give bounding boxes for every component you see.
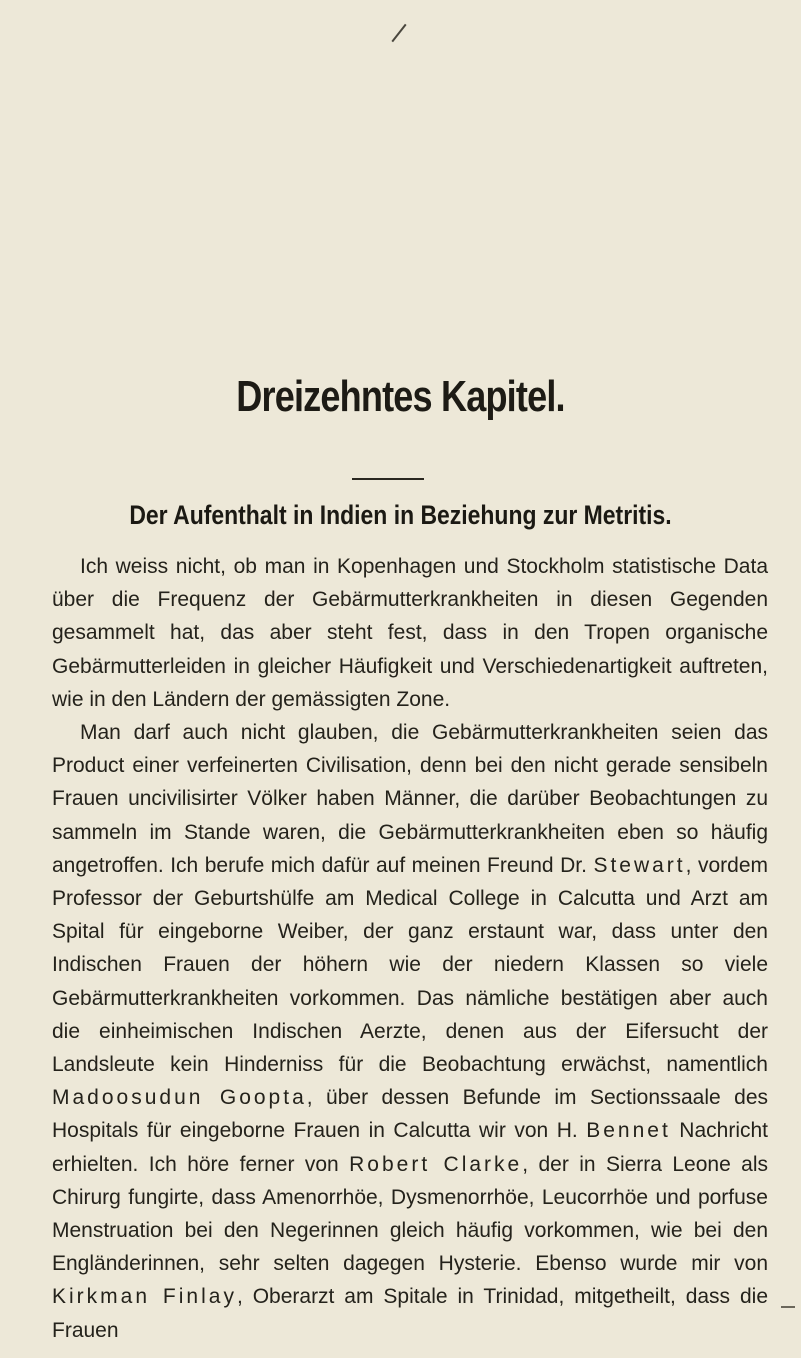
- chapter-title: Dreizehntes Kapitel.: [236, 372, 565, 421]
- person-name-stewart: Stewart: [593, 853, 686, 877]
- paragraph-2-text: , der in Sierra Leone als Chirurg fungirte, dass Amenorrhöe, Dysmenorrhöe, Leucorrhöe und porfuse Menstruation bei den Negerinnen gleich häufig vorkommen, wie bei den Engländerinnen, sehr selten dagegen Hysterie. Ebenso wurde mir von: [52, 1152, 768, 1276]
- paragraph-2-text: , Oberarzt am Spitale in Trinidad, mitgetheilt, dass die Frauen: [52, 1285, 768, 1342]
- person-name-goopta: Madoosudun Goopta: [52, 1086, 307, 1110]
- paragraph-2-text: , über dessen Befunde im Sectionssaale des Hospitals für eingeborne Frauen in Calcutta wir von H.: [52, 1086, 768, 1143]
- section-title: Der Aufenthalt in Indien in Beziehung zur Metritis.: [129, 500, 672, 530]
- paragraph-1: Ich weiss nicht, ob man in Kopenhagen und Stockholm statistische Data über die Frequenz der Gebärmutterkrankheiten in diesen Gegenden gesammelt hat, das aber steht fest, dass in den Tropen organische Gebärmutterleiden in gleicher Häufigkeit und Verschiedenartigkeit auftreten, wie in den Ländern der gemässigten Zone.: [52, 555, 768, 711]
- paragraph-2: [52, 716, 768, 1347]
- person-name-bennet: Bennet: [586, 1119, 671, 1143]
- person-name-clarke: Robert Clarke: [349, 1152, 523, 1176]
- paragraph-2-text: , vordem Professor der Geburtshülfe am Medical College in Calcutta und Arzt am Spital für eingeborne Weiber, der ganz erstaunt war, dass unter den Indischen Frauen der höhern wie der niedern Klassen so viele Gebärmutterkrankheiten vorkommen. Das nämliche bestätigen aber auch die einheimischen Indischen Aerzte, denen aus der Eifersucht der Landsleute kein Hinderniss für die Beobachtung erwächst, namentlich: [52, 853, 769, 1077]
- body-text: [52, 550, 768, 1347]
- edge-mark: [781, 1306, 795, 1308]
- title-divider: [352, 478, 424, 480]
- person-name-finlay: Kirkman Finlay: [52, 1285, 237, 1309]
- pencil-mark: [391, 24, 406, 43]
- paragraph-2-text: Man darf auch nicht glauben, die Gebärmutterkrankheiten seien das Product einer verfeinerten Civilisation, denn bei den nicht gerade sensibeln Frauen uncivilisirter Völker haben Männer, die darüber Beobachtungen zu sammeln im Stande waren, die Gebärmutterkrankheiten eben so häufig angetroffen. Ich berufe mich dafür auf meinen Freund Dr.: [52, 721, 768, 877]
- paragraph-2-text: Nachricht erhielten. Ich höre ferner von: [52, 1119, 768, 1176]
